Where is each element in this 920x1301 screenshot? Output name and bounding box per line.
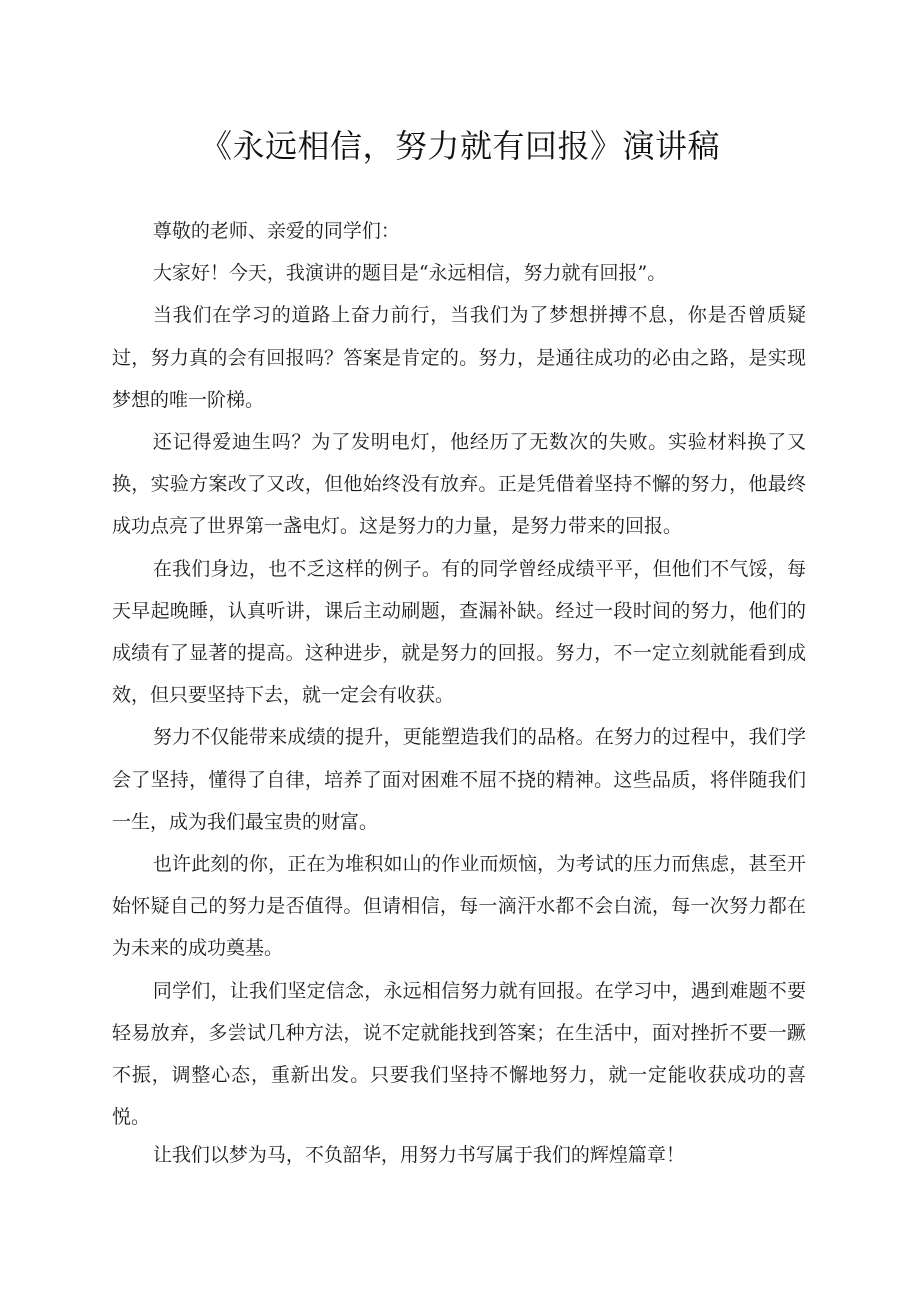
paragraph-greeting: 尊敬的老师、亲爱的同学们： bbox=[152, 220, 400, 242]
paragraph-doubt: 也许此刻的你，正在为堆积如山的作业而烦恼，为考试的压力而焦虑，甚至开始怀疑自己的努力是否值得。但请相信，每一滴汗水都不会白流，每一次努力都在为未来的成功奠基。 bbox=[112, 853, 806, 960]
paragraph-closing: 让我们以梦为马，不负韶华，用努力书写属于我们的辉煌篇章！ bbox=[152, 1144, 685, 1167]
paragraph-edison: 还记得爱迪生吗？为了发明电灯，他经历了无数次的失败。实验材料换了又换，实验方案改了又改，但他始终没有放弃。正是凭借着坚持不懈的努力，他最终成功点亮了世界第一盏电灯。这是努力的力量，是努力带来的回报。 bbox=[112, 431, 806, 538]
document-body bbox=[112, 210, 806, 1177]
paragraph-belief: 同学们，让我们坚定信念，永远相信努力就有回报。在学习中，遇到难题不要轻易放弃，多尝试几种方法，说不定就能找到答案；在生活中，面对挫折不要一蹶不振，调整心态，重新出发。只要我们坚持不懈地努力，就一定能收获成功的喜悦。 bbox=[112, 979, 806, 1129]
paragraph-intro: 大家好！今天，我演讲的题目是“永远相信，努力就有回报”。 bbox=[152, 262, 667, 285]
paragraph-character: 努力不仅能带来成绩的提升，更能塑造我们的品格。在努力的过程中，我们学会了坚持，懂得了自律，培养了面对困难不屈不挠的精神。这些品质，将伴随我们一生，成为我们最宝贵的财富。 bbox=[112, 726, 806, 833]
paragraph-examples: 在我们身边，也不乏这样的例子。有的同学曾经成绩平平，但他们不气馁，每天早起晚睡，认真听讲，课后主动刷题，查漏补缺。经过一段时间的努力，他们的成绩有了显著的提高。这种进步，就是努力的回报。努力，不一定立刻就能看到成效，但只要坚持下去，就一定会有收获。 bbox=[112, 557, 806, 707]
document-title: 《永远相信，努力就有回报》演讲稿 bbox=[199, 127, 720, 165]
paragraph-question: 当我们在学习的道路上奋力前行，当我们为了梦想拼搏不息，你是否曾质疑过，努力真的会有回报吗？答案是肯定的。努力，是通往成功的必由之路，是实现梦想的唯一阶梯。 bbox=[112, 304, 806, 411]
